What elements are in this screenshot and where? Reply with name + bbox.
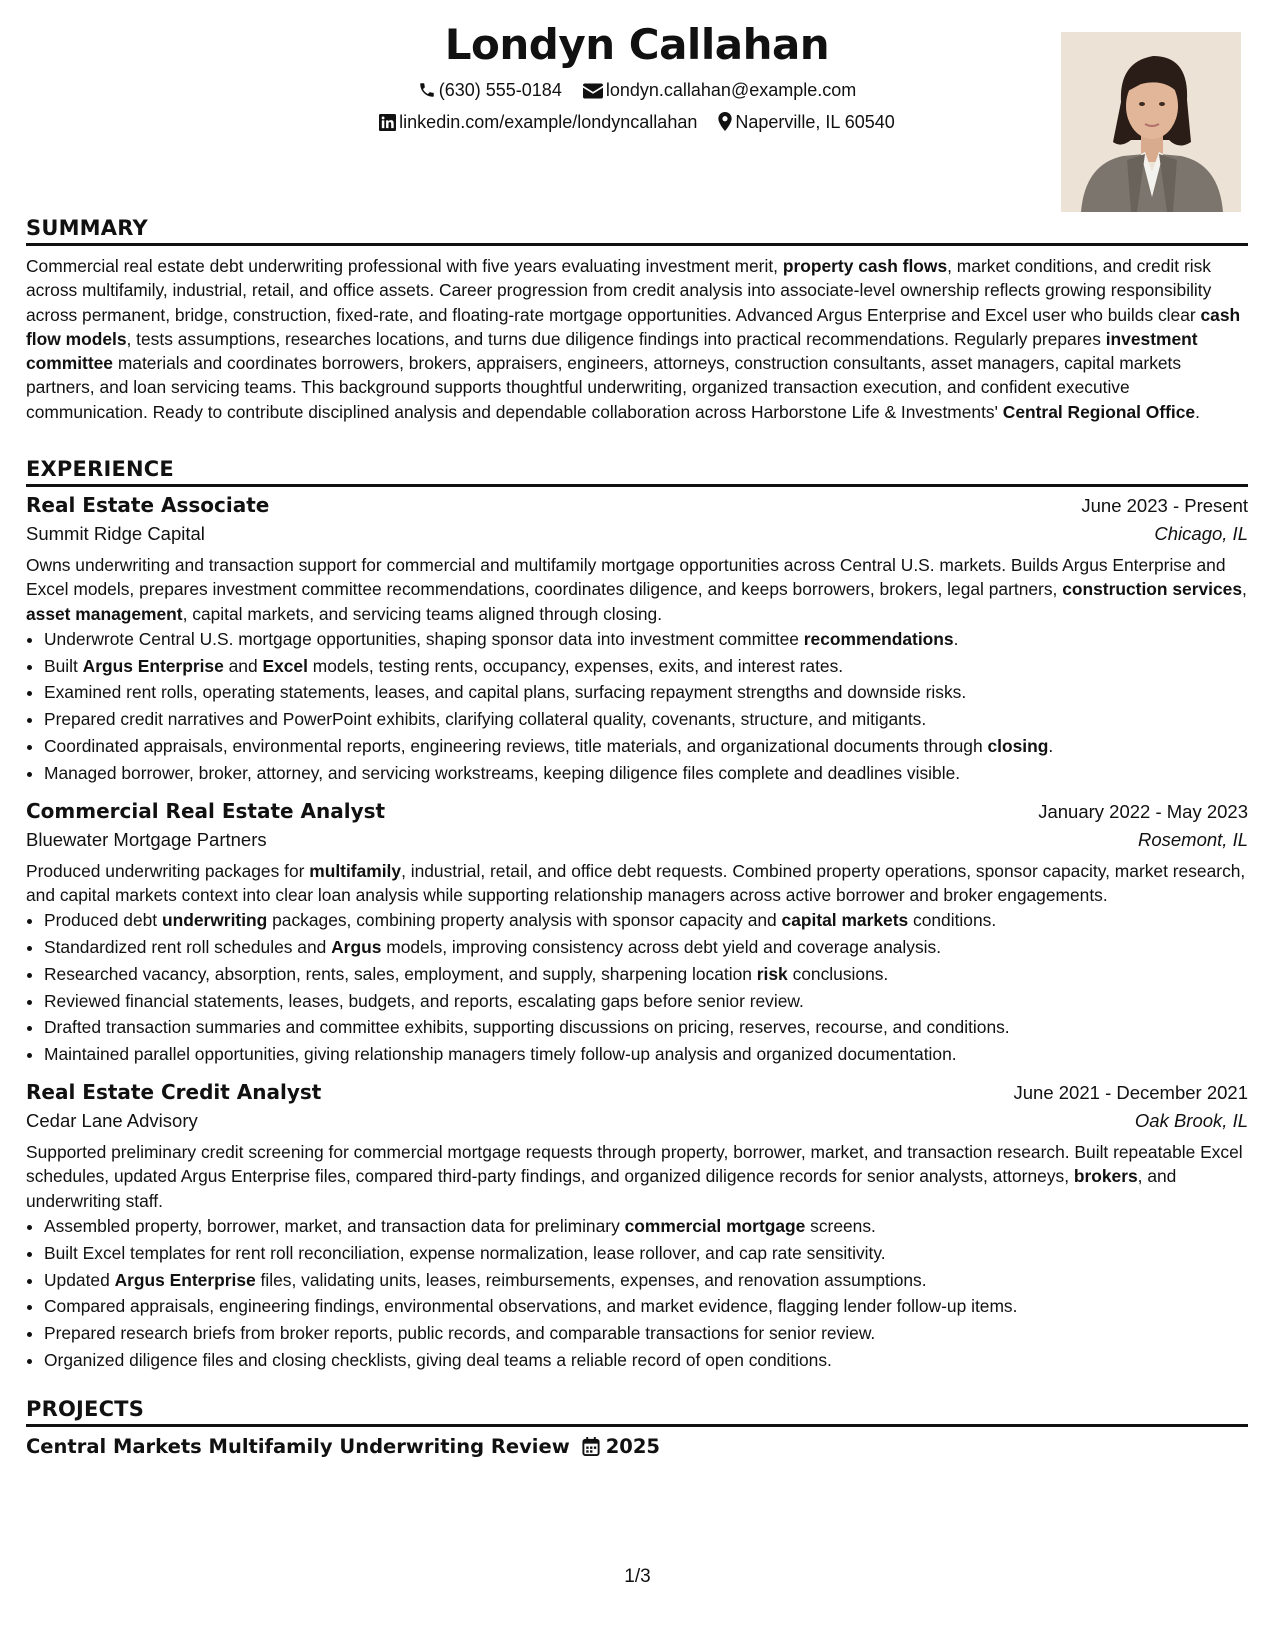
job-location: Rosemont, IL xyxy=(1137,828,1248,850)
bullet-item: • Underwrote Central U.S. mortgage opportunities, shaping sponsor data into investment committee recommendations. xyxy=(44,626,1248,653)
bullet-item: • Assembled property, borrower, market, and transaction data for preliminary commercial mortgage screens. xyxy=(44,1213,1248,1240)
job-dates: June 2021 - December 2021 xyxy=(1013,1082,1248,1104)
job-location: Chicago, IL xyxy=(1154,523,1248,544)
resume-page xyxy=(26,0,1248,1650)
linkedin-contact[interactable] xyxy=(379,112,697,133)
job-list xyxy=(26,493,1248,1374)
job-company-row xyxy=(26,523,1248,545)
bullet-item: • Standardized rent roll schedules and Argus models, improving consistency across debt yield and coverage analysis. xyxy=(44,934,1248,961)
profile-photo xyxy=(1061,32,1241,212)
bullet-item: • Managed borrower, broker, attorney, and servicing workstreams, keeping diligence files complete and deadlines visible. xyxy=(44,760,1248,787)
job-description: Produced underwriting packages for multifamily, industrial, retail, and office debt requests. Combined property operations, sponsor capacity, market research, and capital markets context into clear loan analysis while supporting relationship managers across active borrower and broker engagements. xyxy=(26,860,1246,905)
job-company-row xyxy=(26,829,1248,851)
linkedin-icon xyxy=(379,114,396,131)
phone-contact xyxy=(418,80,562,101)
summary-section xyxy=(26,216,1248,424)
projects-heading: PROJECTS xyxy=(26,1397,1248,1427)
phone-text: (630) 555-0184 xyxy=(438,80,562,100)
summary-text: Commercial real estate debt underwriting professional with five years evaluating investment merit, property cash flows, market conditions, and credit risk across multifamily, industrial, retail, and office assets. Career progression from credit analysis into associate-level ownership reflects growing responsibility across permanent, bridge, construction, fixed-rate, and floating-rate mortgage opportunities. Advanced Argus Enterprise and Excel user who builds clear cash flow models, tests assumptions, researches locations, and turns due diligence findings into practical recommendations. Regularly prepares investment committee materials and coordinates borrowers, brokers, appraisers, engineers, attorneys, construction consultants, asset managers, capital markets partners, and loan servicing teams. This background supports thoughtful underwriting, organized transaction execution, and confident executive communication. Ready to contribute disciplined analysis and dependable collaboration across Harborstone Life & Investments' Central Regional Office. xyxy=(26,256,1241,422)
summary-heading: SUMMARY xyxy=(26,216,1248,246)
job-company: Summit Ridge Capital xyxy=(26,523,205,544)
bullet-item: • Built Excel templates for rent roll reconciliation, expense normalization, lease rollover, and cap rate sensitivity. xyxy=(44,1240,1248,1267)
email-text[interactable]: londyn.callahan@example.com xyxy=(605,80,857,100)
bullet-item: • Organized diligence files and closing checklists, giving deal teams a reliable record of open conditions. xyxy=(44,1347,1248,1374)
bullet-item: • Coordinated appraisals, environmental reports, engineering reviews, title materials, and organizational documents through closing. xyxy=(44,733,1248,760)
job-title: Real Estate Credit Analyst xyxy=(26,1080,322,1105)
projects-section xyxy=(26,1397,1248,1458)
job-location: Oak Brook, IL xyxy=(1134,1110,1248,1132)
job-company: Bluewater Mortgage Partners xyxy=(26,828,267,850)
job-entry xyxy=(26,799,1248,1068)
page-number: 1/3 xyxy=(624,1566,651,1587)
phone-icon xyxy=(418,81,436,99)
location-text: Naperville, IL 60540 xyxy=(735,112,895,132)
job-title: Commercial Real Estate Analyst xyxy=(26,798,386,823)
bullet-item: • Prepared credit narratives and PowerPoint exhibits, clarifying collateral quality, covenants, structure, and mitigants. xyxy=(44,706,1248,733)
job-description: Supported preliminary credit screening for commercial mortgage requests through property, borrower, market, and transaction research. Built repeatable Excel schedules, updated Argus Enterprise files, compared third-party findings, and organized diligence records for senior analysts, attorneys, brokers, and underwriting staff. xyxy=(26,1142,1243,1211)
email-contact[interactable] xyxy=(583,80,856,101)
job-entry xyxy=(26,493,1248,787)
bullet-item: • Maintained parallel opportunities, giving relationship managers timely follow-up analysis and organized documentation. xyxy=(44,1041,1248,1068)
bullet-item: • Drafted transaction summaries and committee exhibits, supporting discussions on pricing, reserves, recourse, and conditions. xyxy=(44,1014,1248,1041)
bullet-item: • Examined rent rolls, operating statements, leases, and capital plans, surfacing repayment strengths and downside risks. xyxy=(44,679,1248,706)
job-header-row xyxy=(26,799,1248,823)
experience-section xyxy=(26,457,1248,1374)
bullet-item: • Built Argus Enterprise and Excel models, testing rents, occupancy, expenses, exits, and interest rates. xyxy=(44,653,1248,680)
job-bullets xyxy=(26,907,1248,1068)
candidate-name: Londyn Callahan xyxy=(444,20,830,69)
job-dates: June 2023 - Present xyxy=(1081,495,1248,516)
job-dates: January 2022 - May 2023 xyxy=(1038,800,1248,822)
job-company-row xyxy=(26,1110,1248,1132)
linkedin-text[interactable]: linkedin.com/example/londyncallahan xyxy=(399,112,698,132)
job-header-row xyxy=(26,493,1248,517)
bullet-item: • Compared appraisals, engineering findings, environmental observations, and market evidence, flagging lender follow-up items. xyxy=(44,1293,1248,1320)
job-header-row xyxy=(26,1080,1248,1104)
map-pin-icon xyxy=(718,112,732,131)
bullet-item: • Reviewed financial statements, leases, budgets, and reports, escalating gaps before senior review. xyxy=(44,988,1248,1015)
resume-header xyxy=(26,0,1248,220)
envelope-icon xyxy=(583,83,603,99)
bullet-item: • Researched vacancy, absorption, rents, sales, employment, and supply, sharpening location risk conclusions. xyxy=(44,961,1248,988)
bullet-item: • Produced debt underwriting packages, combining property analysis with sponsor capacity and capital markets conditions. xyxy=(44,907,1248,934)
bullet-item: • Updated Argus Enterprise files, validating units, leases, reimbursements, expenses, and renovation assumptions. xyxy=(44,1267,1248,1294)
job-company: Cedar Lane Advisory xyxy=(26,1110,198,1132)
job-bullets xyxy=(26,626,1248,787)
bullet-item: • Prepared research briefs from broker reports, public records, and comparable transactions for senior review. xyxy=(44,1320,1248,1347)
project-title: Central Markets Multifamily Underwriting Review xyxy=(26,1435,570,1458)
calendar-icon xyxy=(582,1437,600,1456)
job-description: Owns underwriting and transaction support for commercial and multifamily mortgage opportunities across Central U.S. markets. Builds Argus Enterprise and Excel models, prepares investment committee recommendations, coordinates diligence, and keeps borrowers, brokers, legal partners, construction services, asset management, capital markets, and servicing teams aligned through closing. xyxy=(26,555,1247,624)
project-year: 2025 xyxy=(605,1435,660,1458)
experience-heading: EXPERIENCE xyxy=(26,457,1248,487)
job-title: Real Estate Associate xyxy=(26,493,270,517)
job-entry xyxy=(26,1080,1248,1374)
project-item xyxy=(26,1435,1248,1458)
job-bullets xyxy=(26,1213,1248,1374)
location-contact xyxy=(718,112,894,133)
